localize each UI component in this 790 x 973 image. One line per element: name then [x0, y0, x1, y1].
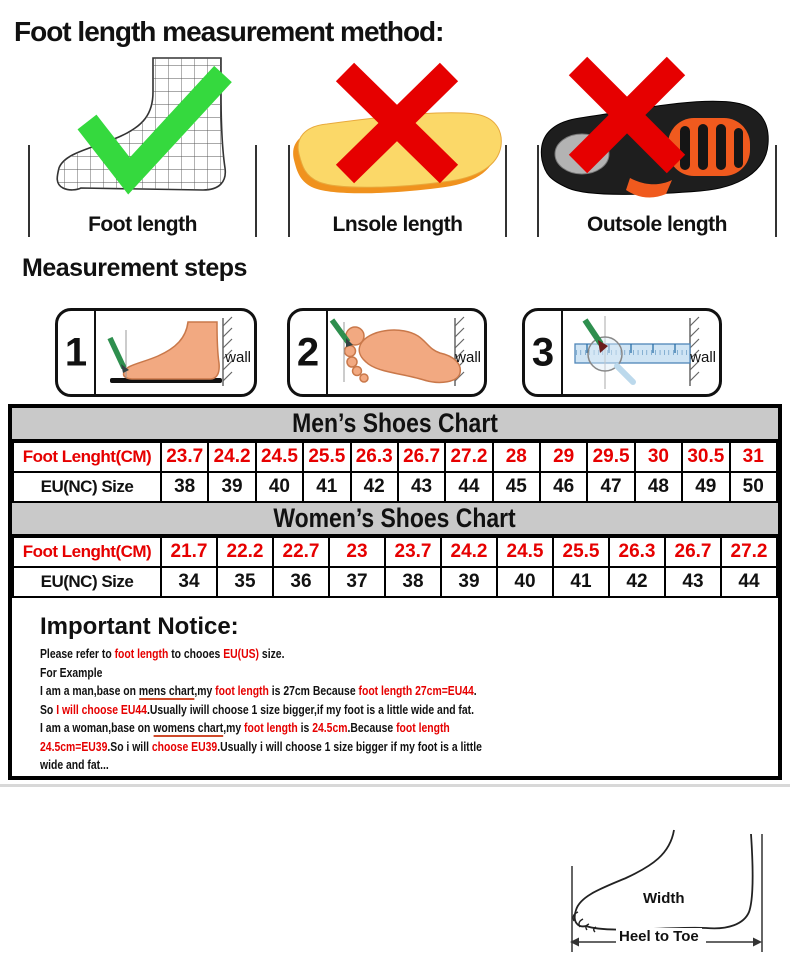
eu-size-cell: 41	[303, 472, 350, 502]
method-label: Foot length	[88, 213, 197, 236]
foot-length-cell: 30.5	[682, 442, 729, 472]
eu-size-cell: 44	[721, 567, 777, 597]
eu-size-cell: 50	[730, 472, 778, 502]
notice-text: .Usually iwill choose 1 size bigger,if my foot is a little wide and fat.	[146, 701, 475, 717]
row-label-eu-size: EU(NC) Size	[13, 472, 161, 502]
notice-highlight: foot length	[114, 646, 169, 661]
step-2-box	[287, 308, 487, 397]
notice-text: I am a man,base on	[40, 683, 139, 698]
notice-highlight: 24.5cm=EU39	[40, 738, 108, 754]
notice-text: mens chart	[138, 683, 195, 698]
footprint-sole	[359, 330, 460, 382]
foot-length-cell: 27.2	[721, 537, 777, 567]
eu-size-cell: 40	[497, 567, 553, 597]
eu-size-cell: 37	[329, 567, 385, 597]
foot-length-cell: 24.5	[497, 537, 553, 567]
foot-side	[124, 322, 220, 379]
foot-length-cell: 23	[329, 537, 385, 567]
eu-size-cell: 49	[682, 472, 729, 502]
eu-size-cell: 43	[398, 472, 445, 502]
notice-text: womens chart	[153, 720, 224, 735]
heel-to-toe-label: Heel to Toe	[616, 928, 702, 945]
eu-size-cell: 36	[273, 567, 329, 597]
eu-size-cell: 47	[587, 472, 634, 502]
notice-body	[40, 645, 630, 775]
notice-highlight: foot length 27cm=EU44	[358, 683, 474, 698]
mens-chart-title: Men’s Shoes Chart	[292, 408, 498, 438]
toe	[353, 367, 362, 376]
notice-text: .So i will	[107, 738, 152, 754]
pencil-icon	[332, 320, 348, 342]
notice-text: is 27cm Because	[268, 683, 359, 698]
toe	[345, 346, 356, 357]
foot-length-cell: 26.7	[665, 537, 721, 567]
foot-length-cell: 30	[635, 442, 682, 472]
womens-chart-title: Women’s Shoes Chart	[273, 503, 517, 533]
foot-length-cell: 29.5	[587, 442, 634, 472]
notice-line	[40, 738, 630, 757]
eu-size-cell: 39	[208, 472, 255, 502]
notice-line	[40, 682, 630, 701]
foot-length-cell: 23.7	[161, 442, 208, 472]
magnifier-handle	[617, 366, 633, 382]
eu-size-row	[13, 567, 777, 597]
notice-text: ,my	[223, 720, 245, 735]
foot-length-cell: 29	[540, 442, 587, 472]
foot-measure-diagram	[556, 828, 774, 968]
notice-line	[40, 719, 630, 738]
foot-length-cell: 28	[493, 442, 540, 472]
foot-length-cell: 23.7	[385, 537, 441, 567]
notice-highlight: 24.5cm	[312, 720, 348, 735]
foot-line-art	[575, 830, 753, 930]
mens-size-table	[12, 441, 778, 503]
row-label-foot-length: Foot Lenght(CM)	[13, 537, 161, 567]
size-chart-block	[8, 404, 782, 945]
eu-size-cell: 48	[635, 472, 682, 502]
foot-length-cell: 24.5	[256, 442, 303, 472]
eu-size-cell: 44	[445, 472, 492, 502]
notice-highlight: foot length	[215, 683, 269, 698]
steps-heading: Measurement steps	[22, 254, 247, 282]
notice-line	[40, 664, 630, 683]
eu-size-cell: 39	[441, 567, 497, 597]
eu-size-cell: 43	[665, 567, 721, 597]
notice-highlight: I will choose EU44	[56, 701, 147, 717]
foot-length-cell: 24.2	[208, 442, 255, 472]
method-label: Lnsole length	[332, 213, 463, 236]
notice-line	[40, 701, 630, 720]
arrowhead-right	[753, 938, 762, 947]
eu-size-cell: 40	[256, 472, 303, 502]
notice-highlight: EU(US)	[223, 646, 260, 661]
foot-length-cell: 21.7	[161, 537, 217, 567]
notice-heading: Important Notice:	[40, 613, 239, 640]
foot-length-cell: 26.3	[351, 442, 398, 472]
notice-text: .Because	[347, 720, 397, 735]
eu-size-cell: 38	[161, 472, 208, 502]
notice-text: to chooes	[168, 646, 224, 661]
page-bottom-divider	[0, 784, 790, 787]
notice-line	[40, 645, 630, 664]
womens-size-table	[12, 536, 778, 598]
pencil-icon	[110, 338, 124, 368]
method-label: Outsole length	[587, 213, 727, 236]
wall-label: wall	[225, 349, 251, 366]
eu-size-cell: 41	[553, 567, 609, 597]
notice-text: Please refer to	[40, 646, 115, 661]
step-1-box	[55, 308, 257, 397]
foot-length-cell: 31	[730, 442, 778, 472]
eu-size-cell: 42	[609, 567, 665, 597]
eu-size-cell: 46	[540, 472, 587, 502]
foot-length-cell: 25.5	[553, 537, 609, 567]
toe	[347, 357, 357, 367]
eu-size-cell: 34	[161, 567, 217, 597]
step-3-box	[522, 308, 722, 397]
step-number: 1	[64, 330, 88, 374]
eu-size-cell: 35	[217, 567, 273, 597]
wall-label: wall	[690, 349, 716, 366]
foot-length-cell: 26.7	[398, 442, 445, 472]
wall-label: wall	[455, 349, 481, 366]
womens-chart-header	[12, 503, 778, 536]
notice-text: I am a woman,base on	[40, 720, 154, 735]
eu-size-cell: 45	[493, 472, 540, 502]
foot-length-cell: 25.5	[303, 442, 350, 472]
step-number: 2	[296, 330, 320, 374]
notice-line	[40, 756, 630, 775]
eu-size-cell: 42	[351, 472, 398, 502]
width-label: Width	[640, 890, 688, 907]
notice-text: wide and fat...	[40, 757, 109, 772]
foot-length-cell: 26.3	[609, 537, 665, 567]
notice-text: .Usually i will choose 1 size bigger if my foot is a little	[217, 738, 482, 754]
foot-length-cell: 24.2	[441, 537, 497, 567]
notice-text: .	[473, 683, 477, 698]
foot-length-cell: 22.2	[217, 537, 273, 567]
row-label-foot-length: Foot Lenght(CM)	[13, 442, 161, 472]
notice-text: ,my	[194, 683, 216, 698]
eu-size-row	[13, 472, 777, 502]
notice-text: is	[297, 720, 313, 735]
notice-text: So	[40, 701, 57, 717]
toe	[360, 374, 368, 382]
row-label-eu-size: EU(NC) Size	[13, 567, 161, 597]
foot-length-row	[13, 537, 777, 567]
important-notice-section	[12, 606, 778, 945]
outsole-length-dimension	[537, 145, 777, 237]
foot-length-dimension	[28, 145, 257, 237]
notice-highlight: choose EU39	[151, 738, 218, 754]
insole-length-dimension	[288, 145, 507, 237]
notice-text: size.	[259, 646, 285, 661]
foot-length-row	[13, 442, 777, 472]
mens-chart-header	[12, 408, 778, 441]
foot-length-cell: 27.2	[445, 442, 492, 472]
foot-length-cell: 22.7	[273, 537, 329, 567]
notice-highlight: foot length	[244, 720, 298, 735]
notice-highlight: foot length	[396, 720, 450, 735]
step-number: 3	[531, 330, 555, 374]
eu-size-cell: 38	[385, 567, 441, 597]
page-title: Foot length measurement method:	[14, 16, 444, 47]
notice-text: For Example	[40, 664, 103, 680]
